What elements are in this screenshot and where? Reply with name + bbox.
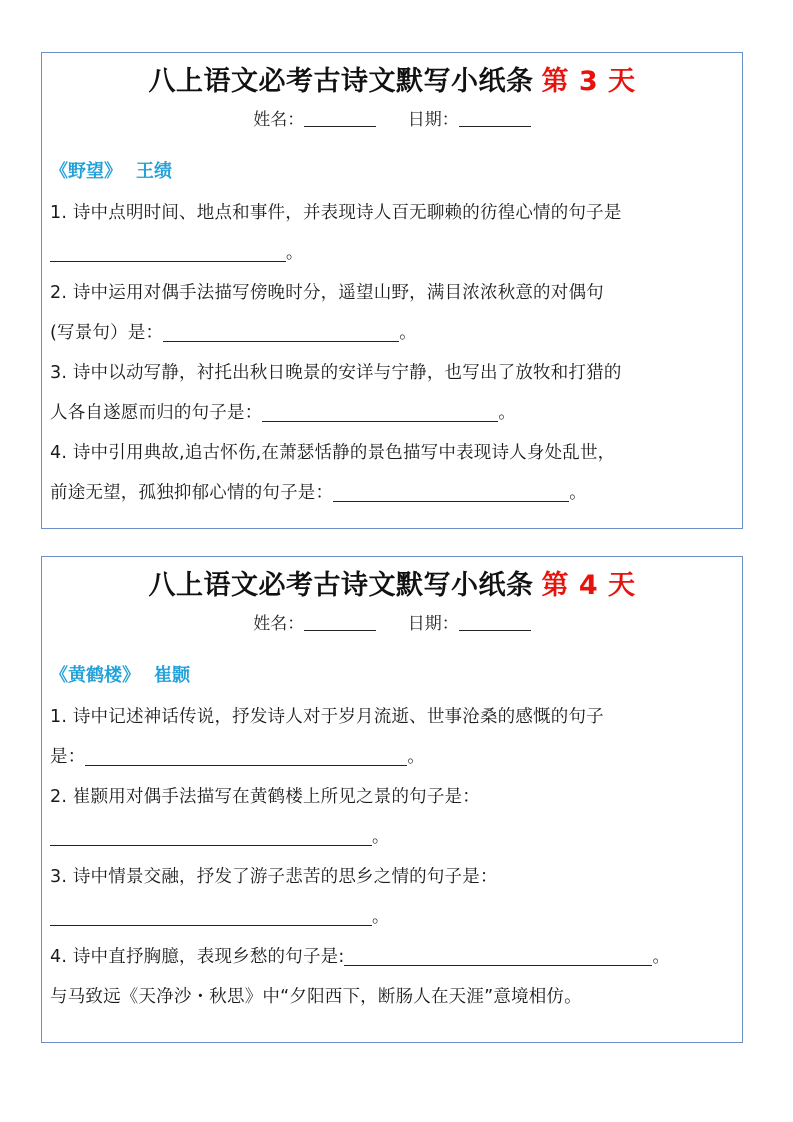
- question-2: 2. 崔颢用对偶手法描写在黄鹤楼上所见之景的句子是： 。: [50, 787, 480, 847]
- question-1: 1. 诗中点明时间、地点和事件，并表现诗人百无聊赖的彷徨心情的句子是 。: [50, 203, 622, 263]
- poem-heading: [50, 157, 172, 183]
- name-date-row: [42, 609, 742, 634]
- date-label: 日期：: [407, 614, 459, 634]
- question-4: 4. 诗中直抒胸臆，表现乡愁的句子是: 。 与马致远《天净沙・秋思》中“夕阳西下，断肠人在天涯”意境相仿。: [50, 937, 738, 1017]
- question-2: 2. 诗中运用对偶手法描写傍晚时分，遥望山野，满目浓浓秋意的对偶句 (写景句）是： 。: [50, 283, 604, 343]
- day-number: 第 4 天: [541, 570, 636, 601]
- question-text: 4. 诗中引用典故,追古怀伤,在萧瑟恬静的景色描写中表现诗人身处乱世，: [50, 443, 616, 463]
- date-label: 日期：: [407, 110, 459, 130]
- question-list: [50, 193, 738, 513]
- day-number: 第 3 天: [541, 66, 636, 97]
- date-blank[interactable]: [459, 109, 531, 127]
- name-label: 姓名：: [253, 110, 305, 130]
- poem-author: 崔颢: [154, 665, 190, 686]
- question-text: 2. 诗中运用对偶手法描写傍晚时分，遥望山野，满目浓浓秋意的对偶句: [50, 283, 604, 303]
- question-note: 与马致远《天净沙・秋思》中“夕阳西下，断肠人在天涯”意境相仿。: [50, 987, 582, 1007]
- question-3: 3. 诗中情景交融，抒发了游子悲苦的思乡之情的句子是： 。: [50, 867, 498, 927]
- question-text: 2. 崔颢用对偶手法描写在黄鹤楼上所见之景的句子是：: [50, 787, 480, 807]
- name-date-row: [42, 105, 742, 130]
- card-title: [42, 59, 742, 98]
- answer-blank[interactable]: [50, 899, 372, 926]
- answer-blank[interactable]: [50, 235, 286, 262]
- answer-blank[interactable]: [262, 395, 498, 422]
- card-title: [42, 563, 742, 602]
- answer-blank[interactable]: [50, 819, 372, 846]
- title-text: 八上语文必考古诗文默写小纸条: [148, 570, 534, 601]
- title-text: 八上语文必考古诗文默写小纸条: [148, 66, 534, 97]
- question-text: 1. 诗中点明时间、地点和事件，并表现诗人百无聊赖的彷徨心情的句子是: [50, 203, 622, 223]
- name-blank[interactable]: [304, 613, 376, 631]
- question-3: 3. 诗中以动写静，衬托出秋日晚景的安详与宁静，也写出了放牧和打猎的 人各自遂愿而归的句子是： 。: [50, 363, 622, 423]
- dictation-card-day-3: [41, 52, 743, 529]
- name-label: 姓名：: [253, 614, 305, 634]
- question-text: 1. 诗中记述神话传说，抒发诗人对于岁月流逝、世事沧桑的感慨的句子: [50, 707, 604, 727]
- answer-blank[interactable]: [85, 739, 407, 766]
- poem-heading: [50, 661, 190, 687]
- poem-title: 《黄鹤楼》: [50, 665, 140, 686]
- dictation-card-day-4: [41, 556, 743, 1043]
- name-blank[interactable]: [304, 109, 376, 127]
- answer-blank[interactable]: [344, 939, 652, 966]
- question-text: 3. 诗中以动写静，衬托出秋日晚景的安详与宁静，也写出了放牧和打猎的: [50, 363, 622, 383]
- poem-title: 《野望》: [50, 161, 122, 182]
- answer-blank[interactable]: [163, 315, 399, 342]
- date-blank[interactable]: [459, 613, 531, 631]
- question-text: 4. 诗中直抒胸臆，表现乡愁的句子是:: [50, 947, 345, 967]
- poem-author: 王绩: [136, 161, 172, 182]
- question-text: 3. 诗中情景交融，抒发了游子悲苦的思乡之情的句子是：: [50, 867, 498, 887]
- question-list: [50, 697, 738, 1017]
- answer-blank[interactable]: [333, 475, 569, 502]
- question-1: 1. 诗中记述神话传说，抒发诗人对于岁月流逝、世事沧桑的感慨的句子 是： 。: [50, 707, 604, 767]
- question-4: 4. 诗中引用典故,追古怀伤,在萧瑟恬静的景色描写中表现诗人身处乱世， 前途无望，孤独抑郁心情的句子是： 。: [50, 443, 616, 503]
